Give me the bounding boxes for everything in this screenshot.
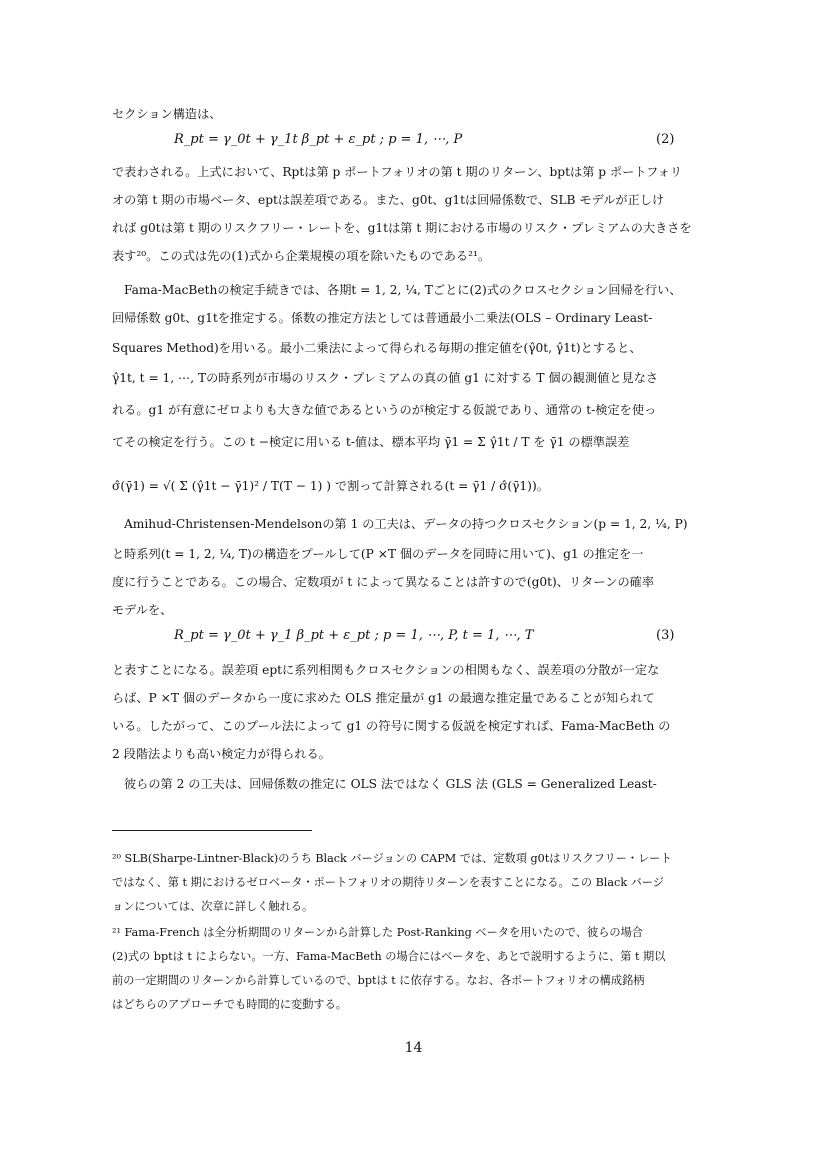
paragraph-line: Amihud-Christensen-Mendelsonの第 1 の工夫は、データの持つクロスセクション(p = 1, 2, ¼, P) xyxy=(124,517,688,531)
equation-2 xyxy=(112,130,712,154)
paragraph-line: σ̂(γ̄1) = √( Σ (γ̂1t − γ̄1)² / T(T − 1) ) で割って計算される(t = γ̄1 / σ̂(γ̄1))。 xyxy=(112,479,549,493)
equation-body: R_pt = γ_0t + γ_1t β_pt + ε_pt ; p = 1, ⋯, P xyxy=(174,132,463,147)
footnote-line: ョンについては、次章に詳しく触れる。 xyxy=(112,900,314,913)
footnote-line: 前の一定期間のリターンから計算しているので、bptは t に依存する。なお、各ポートフォリオの構成銘柄 xyxy=(112,974,645,987)
page-number: 14 xyxy=(404,1040,423,1056)
paragraph-line: と表すことになる。誤差項 eptに系列相関もクロスセクションの相関もなく、誤差項の分散が一定な xyxy=(112,663,660,677)
footnote-line: ではなく、第 t 期におけるゼロベータ・ポートフォリオの期待リターンを表すことになる。この Black バージ xyxy=(112,876,664,889)
equation-number: (3) xyxy=(656,628,675,643)
paragraph-line: γ̂1t, t = 1, ⋯, Tの時系列が市場のリスク・プレミアムの真の値 g1 に対する T 個の観測値と見なさ xyxy=(112,371,659,385)
footnote-line: ²¹ Fama-French は全分析期間のリターンから計算した Post-Ranking ベータを用いたので、彼らの場合 xyxy=(112,926,643,939)
paragraph-line: 回帰係数 g0t、g1tを推定する。係数の推定方法としては普通最小二乗法(OLS – Ordinary Least- xyxy=(112,311,653,325)
paragraph-line: いる。したがって、このプール法によって g1 の符号に関する仮説を検定すれば、Fama-MacBeth の xyxy=(112,719,671,733)
paragraph-line: Squares Method)を用いる。最小二乗法によって得られる毎期の推定値を(γ̂0t, γ̂1t)とすると、 xyxy=(112,341,642,355)
paragraph-line: モデルを、 xyxy=(112,603,173,617)
paragraph-line: 度に行うことである。この場合、定数項が t によって異なることは許すので(g0t)、リターンの確率 xyxy=(112,575,655,589)
footnote-line: はどちらのアプローチでも時間的に変動する。 xyxy=(112,998,347,1011)
paragraph-line: 表す²⁰。この式は先の(1)式から企業規模の項を除いたものである²¹。 xyxy=(112,249,491,263)
footnote-line: ²⁰ SLB(Sharpe-Lintner-Black)のうち Black バージョンの CAPM では、定数項 g0tはリスクフリー・レート xyxy=(112,852,672,865)
equation-number: (2) xyxy=(656,132,675,147)
paragraph-line: れる。g1 が有意にゼロよりも大きな値であるというのが検定する仮説であり、通常の t-検定を使っ xyxy=(112,403,657,417)
paragraph-line: れば g0tは第 t 期のリスクフリー・レートを、g1tは第 t 期における市場のリスク・プレミアムの大きさを xyxy=(112,221,692,235)
footnote-separator xyxy=(112,830,312,831)
paragraph-line: セクション構造は、 xyxy=(112,107,222,121)
equation-3 xyxy=(112,626,712,650)
equation-body: R_pt = γ_0t + γ_1 β_pt + ε_pt ; p = 1, ⋯, P, t = 1, ⋯, T xyxy=(174,628,534,643)
footnote-line: (2)式の bptは t によらない。一方、Fama-MacBeth の場合にはベータを、あとで説明するように、第 t 期以 xyxy=(112,950,666,963)
paragraph-line: で表わされる。上式において、Rptは第 p ポートフォリオの第 t 期のリターン、bptは第 p ポートフォリ xyxy=(112,165,683,179)
paragraph-line: 2 段階法よりも高い検定力が得られる。 xyxy=(112,747,331,761)
paragraph-line: 彼らの第 2 の工夫は、回帰係数の推定に OLS 法ではなく GLS 法 (GLS = Generalized Least- xyxy=(124,777,657,791)
paragraph-line: オの第 t 期の市場ベータ、eptは誤差項である。また、g0t、g1tは回帰係数で、SLB モデルが正しけ xyxy=(112,193,665,207)
paragraph-line: と時系列(t = 1, 2, ¼, T)の構造をプールして(P ×T 個のデータを同時に用いて)、g1 の推定を一 xyxy=(112,547,644,561)
paragraph-line: Fama-MacBethの検定手続きでは、各期t = 1, 2, ¼, Tごとに(2)式のクロスセクション回帰を行い、 xyxy=(124,283,682,297)
paragraph-line: らば、P ×T 個のデータから一度に求めた OLS 推定量が g1 の最適な推定量であることが知られて xyxy=(112,691,655,705)
paragraph-line: てその検定を行う。この t −検定に用いる t-値は、標本平均 γ̄1 = Σ γ̂1t / T を γ̄1 の標準誤差 xyxy=(112,435,630,449)
